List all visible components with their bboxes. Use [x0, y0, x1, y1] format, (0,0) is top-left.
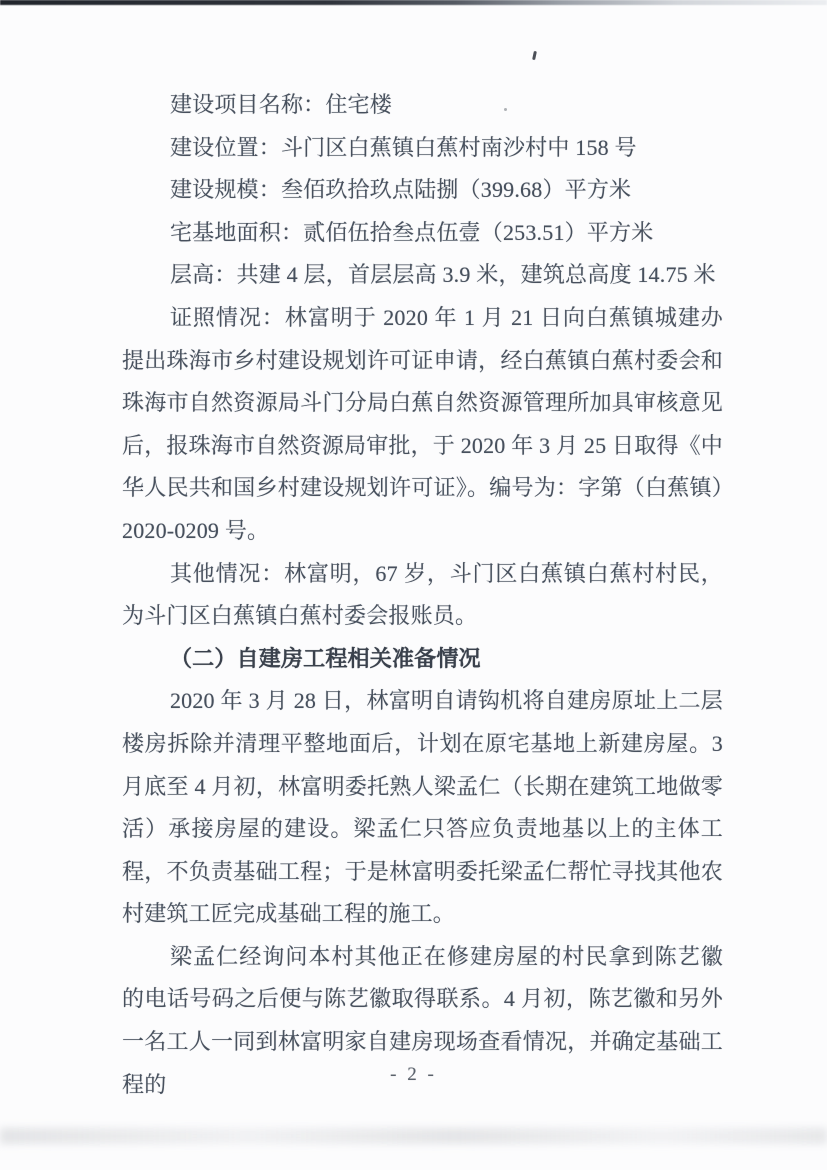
- paragraph-contractor-contact: 梁孟仁经询问本村其他正在修建房屋的村民拿到陈艺徽的电话号码之后便与陈艺徽取得联系。4 月初，陈艺徽和另外一名工人一同到林富明家自建房现场查看情况，并确定基础工程的: [122, 943, 723, 1097]
- info-line-storey-height: 层高：共建 4 层，首层层高 3.9 米，建筑总高度 14.75 米: [169, 262, 716, 288]
- scan-bottom-shadow-artifact: [0, 1128, 827, 1144]
- section-heading-preparation: （二）自建房工程相关准备情况: [169, 645, 481, 671]
- paragraph-other-info: 其他情况：林富明，67 岁，斗门区白蕉镇白蕉村村民，为斗门区白蕉镇白蕉村委会报账员。: [122, 560, 723, 629]
- paragraph-license-status: 证照情况：林富明于 2020 年 1 月 21 日向白蕉镇城建办提出珠海市乡村建设规划许可证申请，经白蕉镇白蕉村委会和珠海市自然资源局斗门分局白蕉自然资源管理所加具审核意见后，报珠海市自然资源局审批，于 2020 年 3 月 25 日取得《中华人民共和国乡村建设规划许可证》。编号为：字第（白蕉镇）2020-0209 号。: [122, 304, 724, 543]
- page-number: - 2 -: [390, 1064, 437, 1085]
- document-body: [122, 84, 723, 1106]
- scan-top-edge-artifact: [0, 0, 827, 5]
- info-line-project-name: 建设项目名称：住宅楼: [169, 92, 392, 117]
- paragraph-construction-preparation: 2020 年 3 月 28 日，林富明自请钩机将自建房原址上二层楼房拆除并清理平整地面后，计划在原宅基地上新建房屋。3 月底至 4 月初，林富明委托熟人梁孟仁（长期在建筑工地做零活）承接房屋的建设。梁孟仁只答应负责地基以上的主体工程，不负责基础工程；于是林富明委托梁孟仁帮忙寻找其他农村建筑工匠完成基础工程的施工。: [122, 688, 723, 927]
- stray-ink-mark: [532, 51, 537, 60]
- info-line-location: 建设位置：斗门区白蕉镇白蕉村南沙村中 158 号: [169, 134, 637, 160]
- info-line-homestead-area: 宅基地面积：贰佰伍拾叁点伍壹（253.51）平方米: [169, 219, 654, 245]
- info-line-scale: 建设规模：叁佰玖拾玖点陆捌（399.68）平方米: [169, 177, 632, 203]
